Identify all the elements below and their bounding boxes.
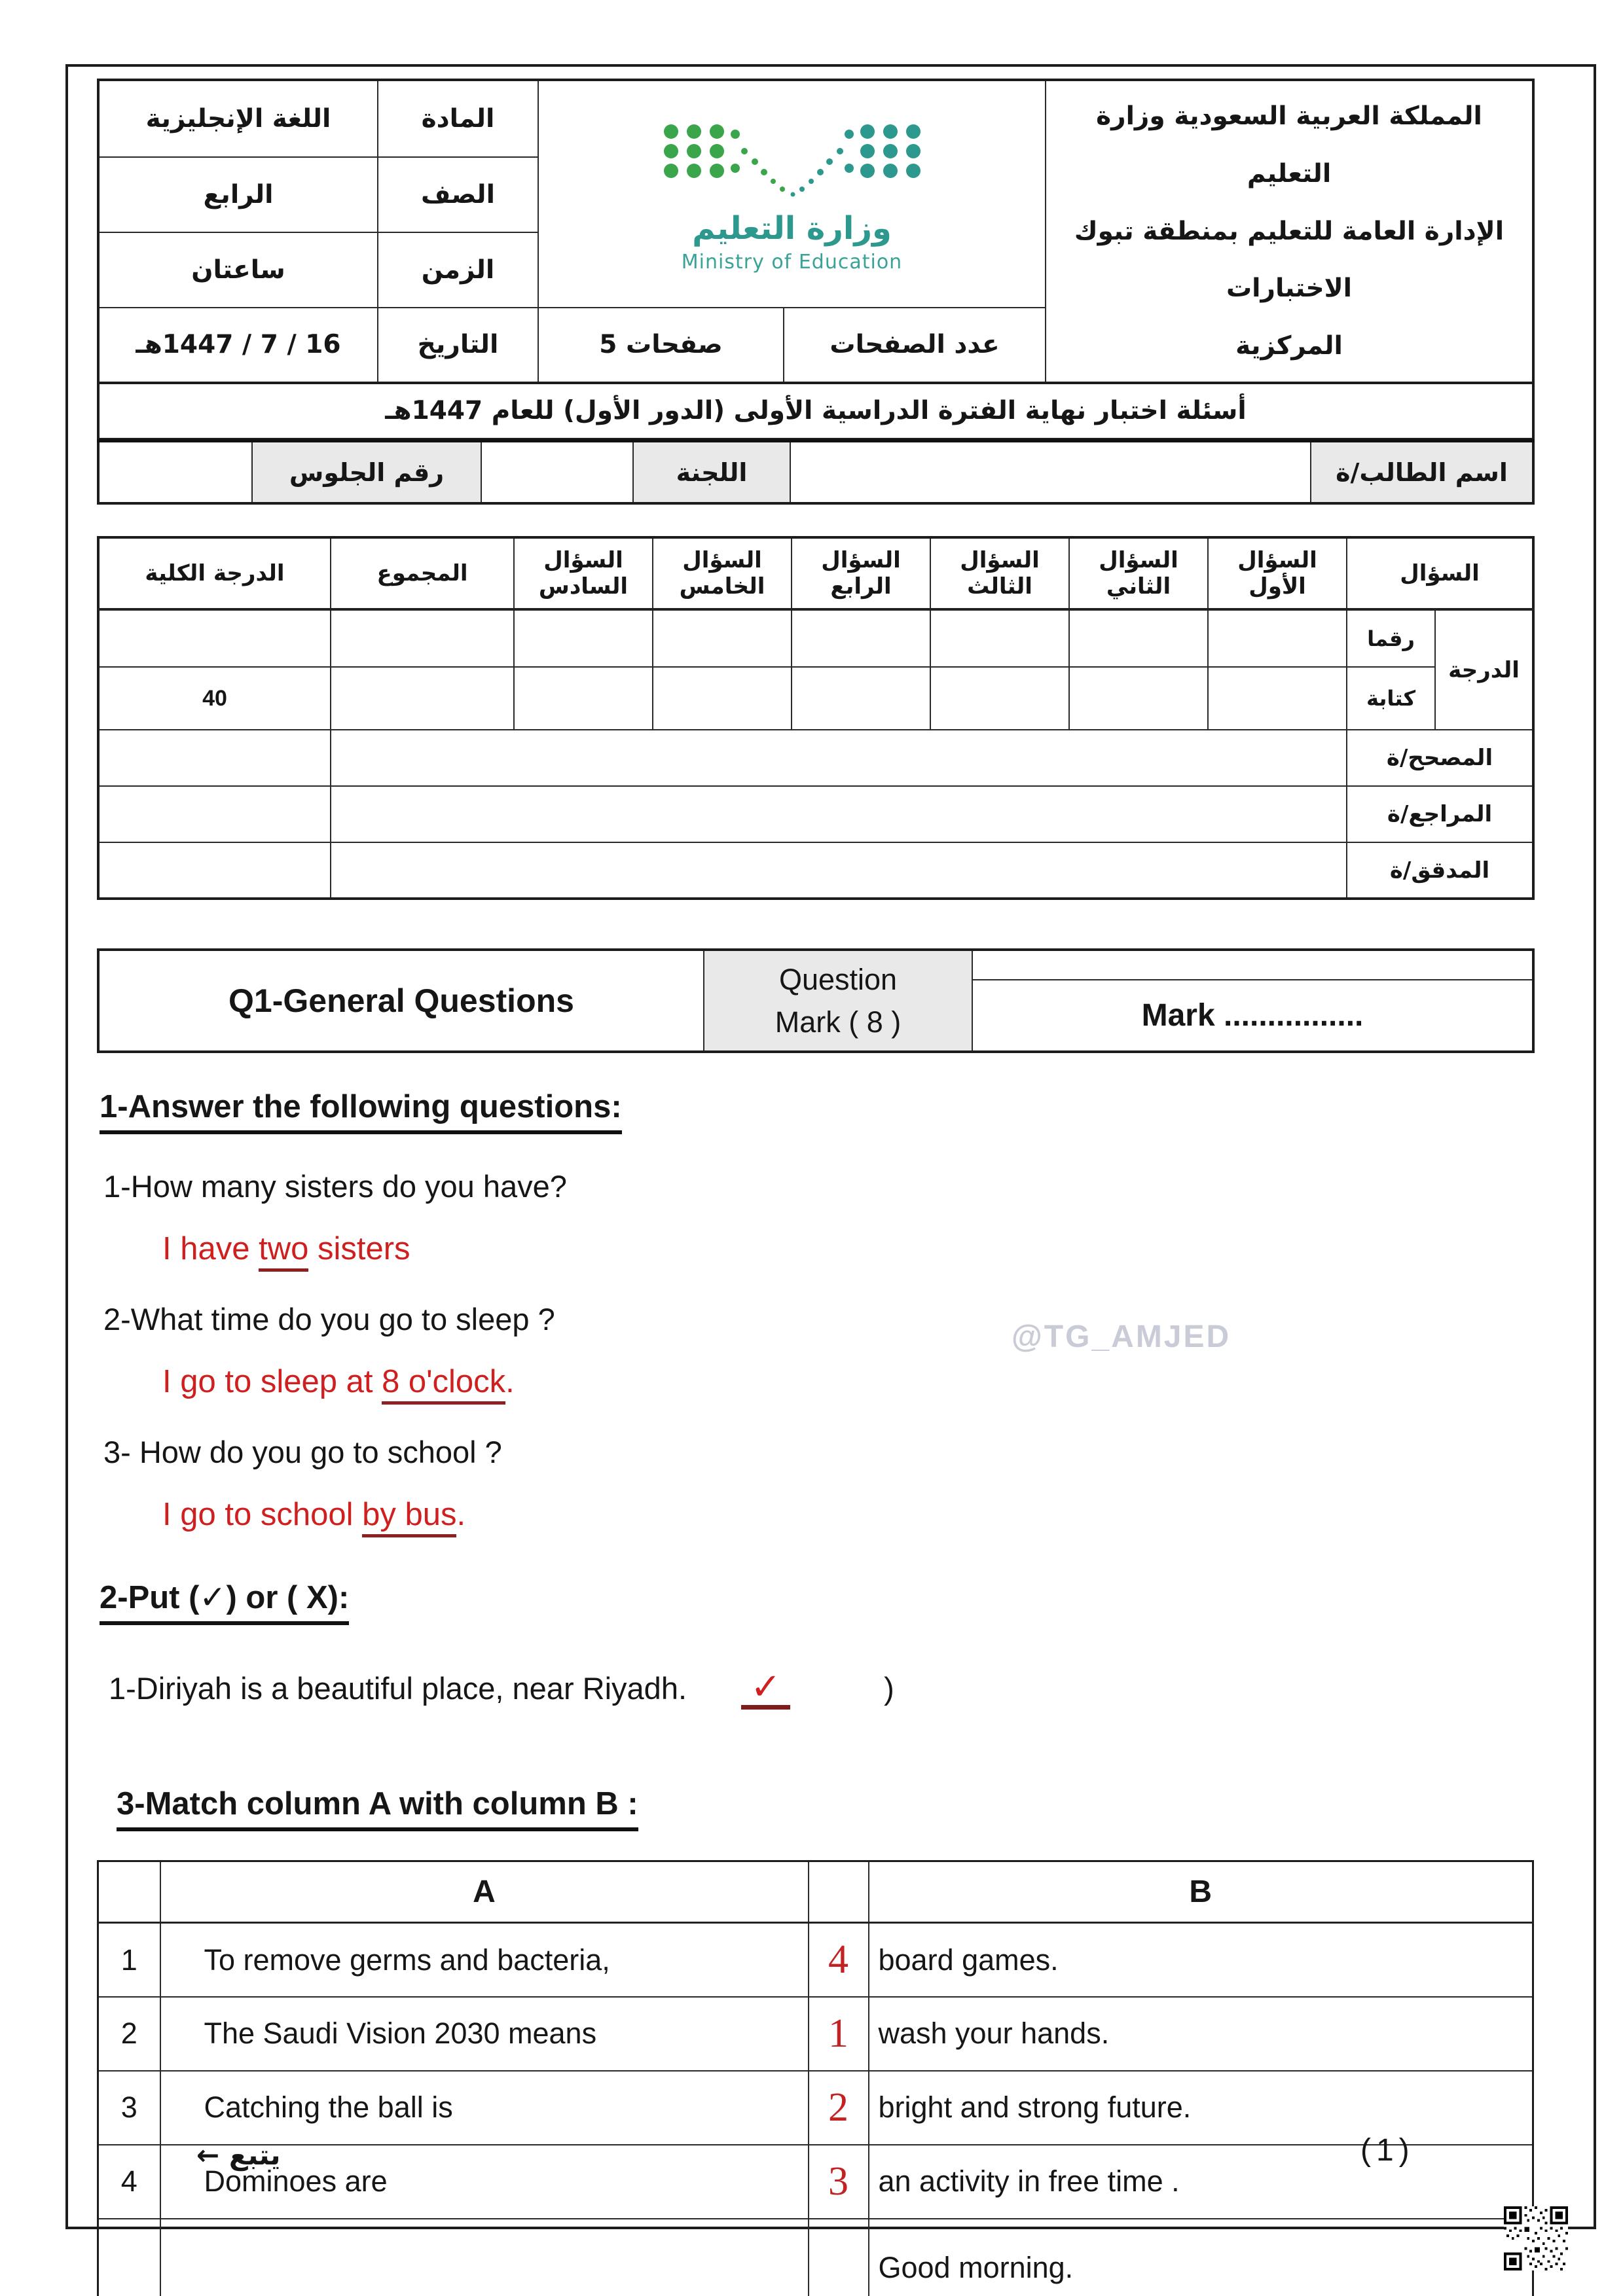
total-grade-value: 40 [98,667,331,730]
seat-number-label: رقم الجلوس [252,440,481,503]
tf-statement-text: 1-Diriyah is a beautiful place, near Riyadh. [109,1671,687,1706]
match-col-b-header: B [869,1861,1533,1923]
answer-2-pre: I go to sleep at [162,1364,382,1400]
date-value: 16 / 7 / 1447هـ [98,308,378,383]
match-row-4 [98,2145,1533,2219]
answer-1-underlined: two [259,1231,308,1272]
header-table [97,79,1535,440]
written-label: كتابة [1347,667,1435,730]
date-label: التاريخ [378,308,538,383]
answer-3-pre: I go to school [162,1497,363,1533]
section2-heading: 2-Put (✓) or ( X): [100,1579,349,1625]
answer-1 [162,1230,1532,1267]
grade-cell[interactable] [98,609,331,667]
reviewer-grade-cell[interactable] [98,786,331,842]
section1-heading: 1-Answer the following questions: [100,1088,622,1134]
grade-cell[interactable] [331,609,514,667]
answer-1-post: sisters [308,1231,410,1267]
tf-statement-1 [109,1668,1532,1710]
ministry-logo-title-ar: وزارة التعليم [692,209,892,247]
row-number: 3 [98,2071,160,2145]
col-q4: السؤال الرابع [792,537,930,609]
answer-3-underlined: by bus [362,1497,456,1537]
row-number: 4 [98,2145,160,2219]
auditor-label: المدقق/ة [1347,842,1533,899]
grade-cell[interactable] [1208,667,1347,730]
subject-label: المادة [378,80,538,157]
answer-2-post: . [505,1364,515,1400]
ministry-line: المملكة العربية السعودية وزارة [1096,101,1482,131]
ministry-logo-dots-icon [638,118,946,204]
match-answer-cell[interactable]: 3 [809,2145,869,2219]
grade-cell[interactable] [1069,609,1208,667]
check-mark-answer[interactable]: ✓ [741,1668,790,1710]
match-answer-cell[interactable]: 1 [809,1997,869,2071]
time-value: ساعتان [98,232,378,308]
grading-table [97,536,1535,900]
col-q6: السؤال السادس [514,537,653,609]
col-q2: السؤال الثاني [1069,537,1208,609]
q1-qmark-line1: Question [778,963,898,996]
grade-cell[interactable] [331,667,514,730]
q1-question-mark-cell [704,950,972,1052]
match-corner-cell [98,1861,160,1923]
auditor-grade-cell[interactable] [98,842,331,899]
match-row-1 [98,1923,1533,1997]
col-b-text: bright and strong future. [869,2071,1533,2145]
subject-value: اللغة الإنجليزية [98,80,378,157]
col-a-text: Catching the ball is [160,2071,809,2145]
seat-number-field[interactable] [98,440,252,503]
col-full-grade: الدرجة الكلية [98,537,331,609]
student-name-field[interactable] [790,440,1311,503]
question-2: 2-What time do you go to sleep ? [103,1302,555,1337]
watermark-text: @TG_AMJED [1012,1319,1231,1354]
grade-cell[interactable] [930,667,1069,730]
q1-header-table [97,948,1535,1053]
grade-cell[interactable] [1208,609,1347,667]
col-a-text: The Saudi Vision 2030 means [160,1997,809,2071]
auditor-field[interactable] [331,842,1347,899]
grade-value: الرابع [98,157,378,232]
reviewer-label: المراجع/ة [1347,786,1533,842]
qr-code [1504,2204,1568,2272]
answer-2 [162,1363,1532,1400]
answer-3-post: . [456,1497,466,1533]
committee-label: اللجنة [633,440,790,503]
grade-row-label: الدرجة [1435,609,1533,730]
q1-mark-entry[interactable]: Mark ................ [972,980,1533,1052]
student-name-label: اسم الطالب/ة [1311,440,1533,503]
section3-heading: 3-Match column A with column B : [117,1785,638,1831]
col-a-text: To remove germs and bacteria, [160,1923,809,1997]
grade-cell[interactable] [792,609,930,667]
col-q3: السؤال الثالث [930,537,1069,609]
grade-cell[interactable] [792,667,930,730]
match-answer-cell[interactable]: 2 [809,2071,869,2145]
match-answer-cell[interactable]: 4 [809,1923,869,1997]
time-label: الزمن [378,232,538,308]
ministry-line: التعليم [1247,158,1332,188]
pages-label: عدد الصفحات [784,308,1046,383]
student-info-table [97,439,1535,505]
grade-label: الصف [378,157,538,232]
ministry-text-block [1046,80,1533,383]
ministry-line: الإدارة العامة للتعليم بمنطقة تبوك الاختبارات [1074,216,1504,304]
committee-field[interactable] [481,440,633,503]
row-number [98,2219,160,2296]
match-answer-cell[interactable] [809,2219,869,2296]
row-number: 2 [98,1997,160,2071]
pages-value: 5 صفحات [538,308,784,383]
answer-3 [162,1496,1532,1533]
col-b-text: board games. [869,1923,1533,1997]
exam-title: أسئلة اختبار نهاية الفترة الدراسية الأولى (الدور الأول) للعام 1447هـ [98,383,1533,439]
col-a-text: Dominoes are [160,2145,809,2219]
col-a-text [160,2219,809,2296]
q1-title: Q1-General Questions [98,950,704,1052]
corrector-label: المصحح/ة [1347,730,1533,786]
tf-close-paren: ) [884,1671,894,1706]
match-table [97,1860,1534,2296]
row-number: 1 [98,1923,160,1997]
grade-cell[interactable] [930,609,1069,667]
continue-label: يتبع ← [196,2139,281,2171]
answer-2-underlined: 8 o'clock [382,1364,505,1405]
col-b-text: wash your hands. [869,1997,1533,2071]
ministry-logo-title-en: Ministry of Education [681,250,903,274]
reviewer-field[interactable] [331,786,1347,842]
match-row-5 [98,2219,1533,2296]
page-number: (1) [1360,2133,1415,2168]
corrector-grade-cell[interactable] [98,730,331,786]
question-1: 1-How many sisters do you have? [103,1169,567,1204]
grade-cell[interactable] [653,609,792,667]
question-col-label: السؤال [1347,537,1533,609]
grade-cell[interactable] [514,667,653,730]
q1-qmark-line2: Mark ( 8 ) [775,1005,902,1039]
grade-cell[interactable] [653,667,792,730]
col-b-text: an activity in free time . [869,2145,1533,2219]
col-b-text: Good morning. [869,2219,1533,2296]
numeric-label: رقما [1347,609,1435,667]
ministry-logo [538,80,1046,308]
answer-1-pre: I have [162,1231,259,1267]
grade-cell[interactable] [514,609,653,667]
grade-cell[interactable] [1069,667,1208,730]
match-col-a-header: A [160,1861,809,1923]
question-3: 3- How do you go to school ? [103,1435,502,1470]
corrector-field[interactable] [331,730,1347,786]
match-row-3 [98,2071,1533,2145]
match-row-2 [98,1997,1533,2071]
match-answer-col-header [809,1861,869,1923]
col-q1: السؤال الأول [1208,537,1347,609]
col-q5: السؤال الخامس [653,537,792,609]
col-total: المجموع [331,537,514,609]
q1-mark-strip [972,950,1533,980]
ministry-line: المركزية [1235,331,1343,361]
